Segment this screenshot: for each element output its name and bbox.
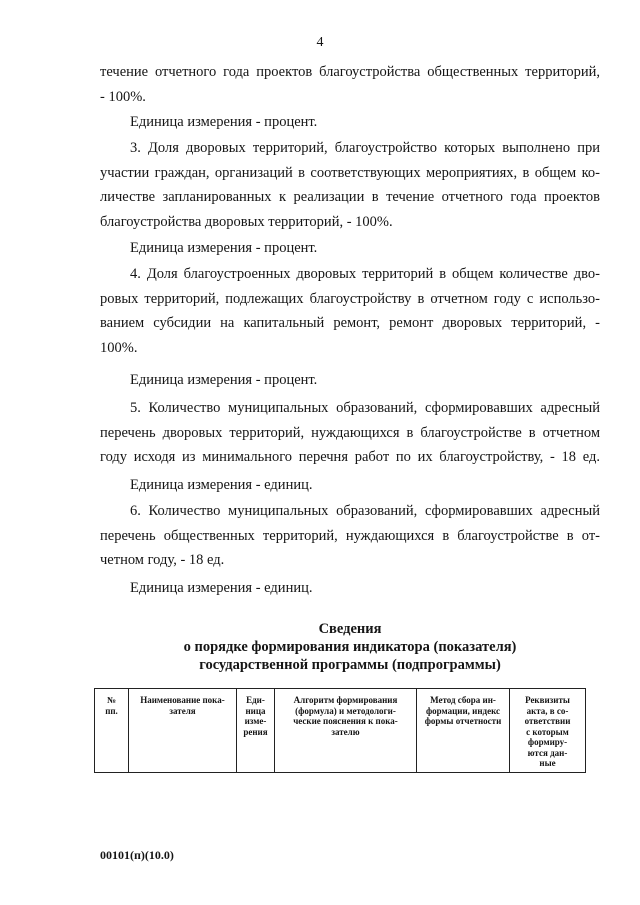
text-line: Единица измерения - единиц. (130, 477, 313, 493)
paragraph (100, 60, 600, 109)
indicator-table (94, 688, 586, 773)
section-title-line: о порядке формирования индикатора (показателя) (183, 639, 517, 655)
text-line: 100%. (100, 339, 138, 356)
text-line: 4. Доля благоустроенных дворовых территорий в общем количестве дво- (130, 266, 600, 282)
paragraph (100, 473, 600, 498)
page-number: 4 (316, 35, 324, 50)
paragraph (100, 576, 600, 601)
document-code: 00101(п)(10.0) (100, 848, 174, 862)
text-line: Единица измерения - процент. (130, 372, 318, 388)
header-text: Реквизиты акта, в со- ответствии с которым формиру- ются дан- ные (524, 695, 571, 768)
text-line: перечень дворовых территорий, нуждающихся в благоустройстве в отчетном (100, 424, 600, 441)
header-cell-indicator-name (129, 689, 237, 773)
text-line: Единица измерения - процент. (130, 114, 318, 130)
paragraph (100, 236, 600, 261)
text-line: перечень общественных территорий, нуждающихся в благоустройстве в от- (100, 527, 600, 544)
header-cell-unit (237, 689, 275, 773)
text-line: четном году, - 18 ед. (100, 552, 225, 569)
text-line: году исходя из минимального перечня работ по их благоустройству, - 18 ед. (100, 449, 600, 466)
header-cell-requisites (510, 689, 586, 773)
text-line: ванием субсидии на капитальный ремонт, ремонт дворовых территорий, - (100, 315, 600, 332)
text-line: личестве запланированных к реализации в течение отчетного года проектов (100, 189, 600, 206)
header-cell-algorithm (275, 689, 417, 773)
paragraph (100, 262, 600, 360)
header-text: Алгоритм формирования (формула) и методологи- ческие пояснения к пока- зателю (293, 695, 398, 737)
text-line: течение отчетного года проектов благоустройства общественных территорий, (100, 64, 600, 80)
text-line: ровых территорий, подлежащих благоустройству в отчетном году с использо- (100, 290, 600, 307)
text-line: 3. Доля дворовых территорий, благоустройство которых выполнено при (130, 140, 600, 156)
section-title-line: государственной программы (подпрограммы) (199, 657, 501, 673)
header-text: Еди- ница изме- рения (243, 695, 268, 737)
paragraph (100, 499, 600, 573)
paragraph (100, 368, 600, 393)
header-text: Наименование пока- зателя (140, 695, 225, 716)
section-title (100, 620, 600, 674)
text-line: благоустройства дворовых территорий, - 100%. (100, 213, 393, 230)
header-text: Метод сбора ин- формации, индекс формы отчетности (424, 695, 502, 726)
table-header-row (95, 689, 586, 773)
text-line: Единица измерения - единиц. (130, 580, 313, 596)
header-cell-method (417, 689, 510, 773)
text-line: 5. Количество муниципальных образований, сформировавших адресный (130, 400, 600, 416)
header-text: № пп. (105, 695, 118, 716)
text-line: участии граждан, организаций в соответствующих мероприятиях, в общем ко- (100, 164, 600, 181)
paragraph (100, 396, 600, 470)
header-cell-number (95, 689, 129, 773)
text-line: - 100%. (100, 88, 146, 105)
paragraph (100, 110, 600, 135)
paragraph (100, 136, 600, 234)
text-line: 6. Количество муниципальных образований, сформировавших адресный (130, 503, 600, 519)
text-line: Единица измерения - процент. (130, 240, 318, 256)
section-title-line: Сведения (318, 621, 382, 637)
